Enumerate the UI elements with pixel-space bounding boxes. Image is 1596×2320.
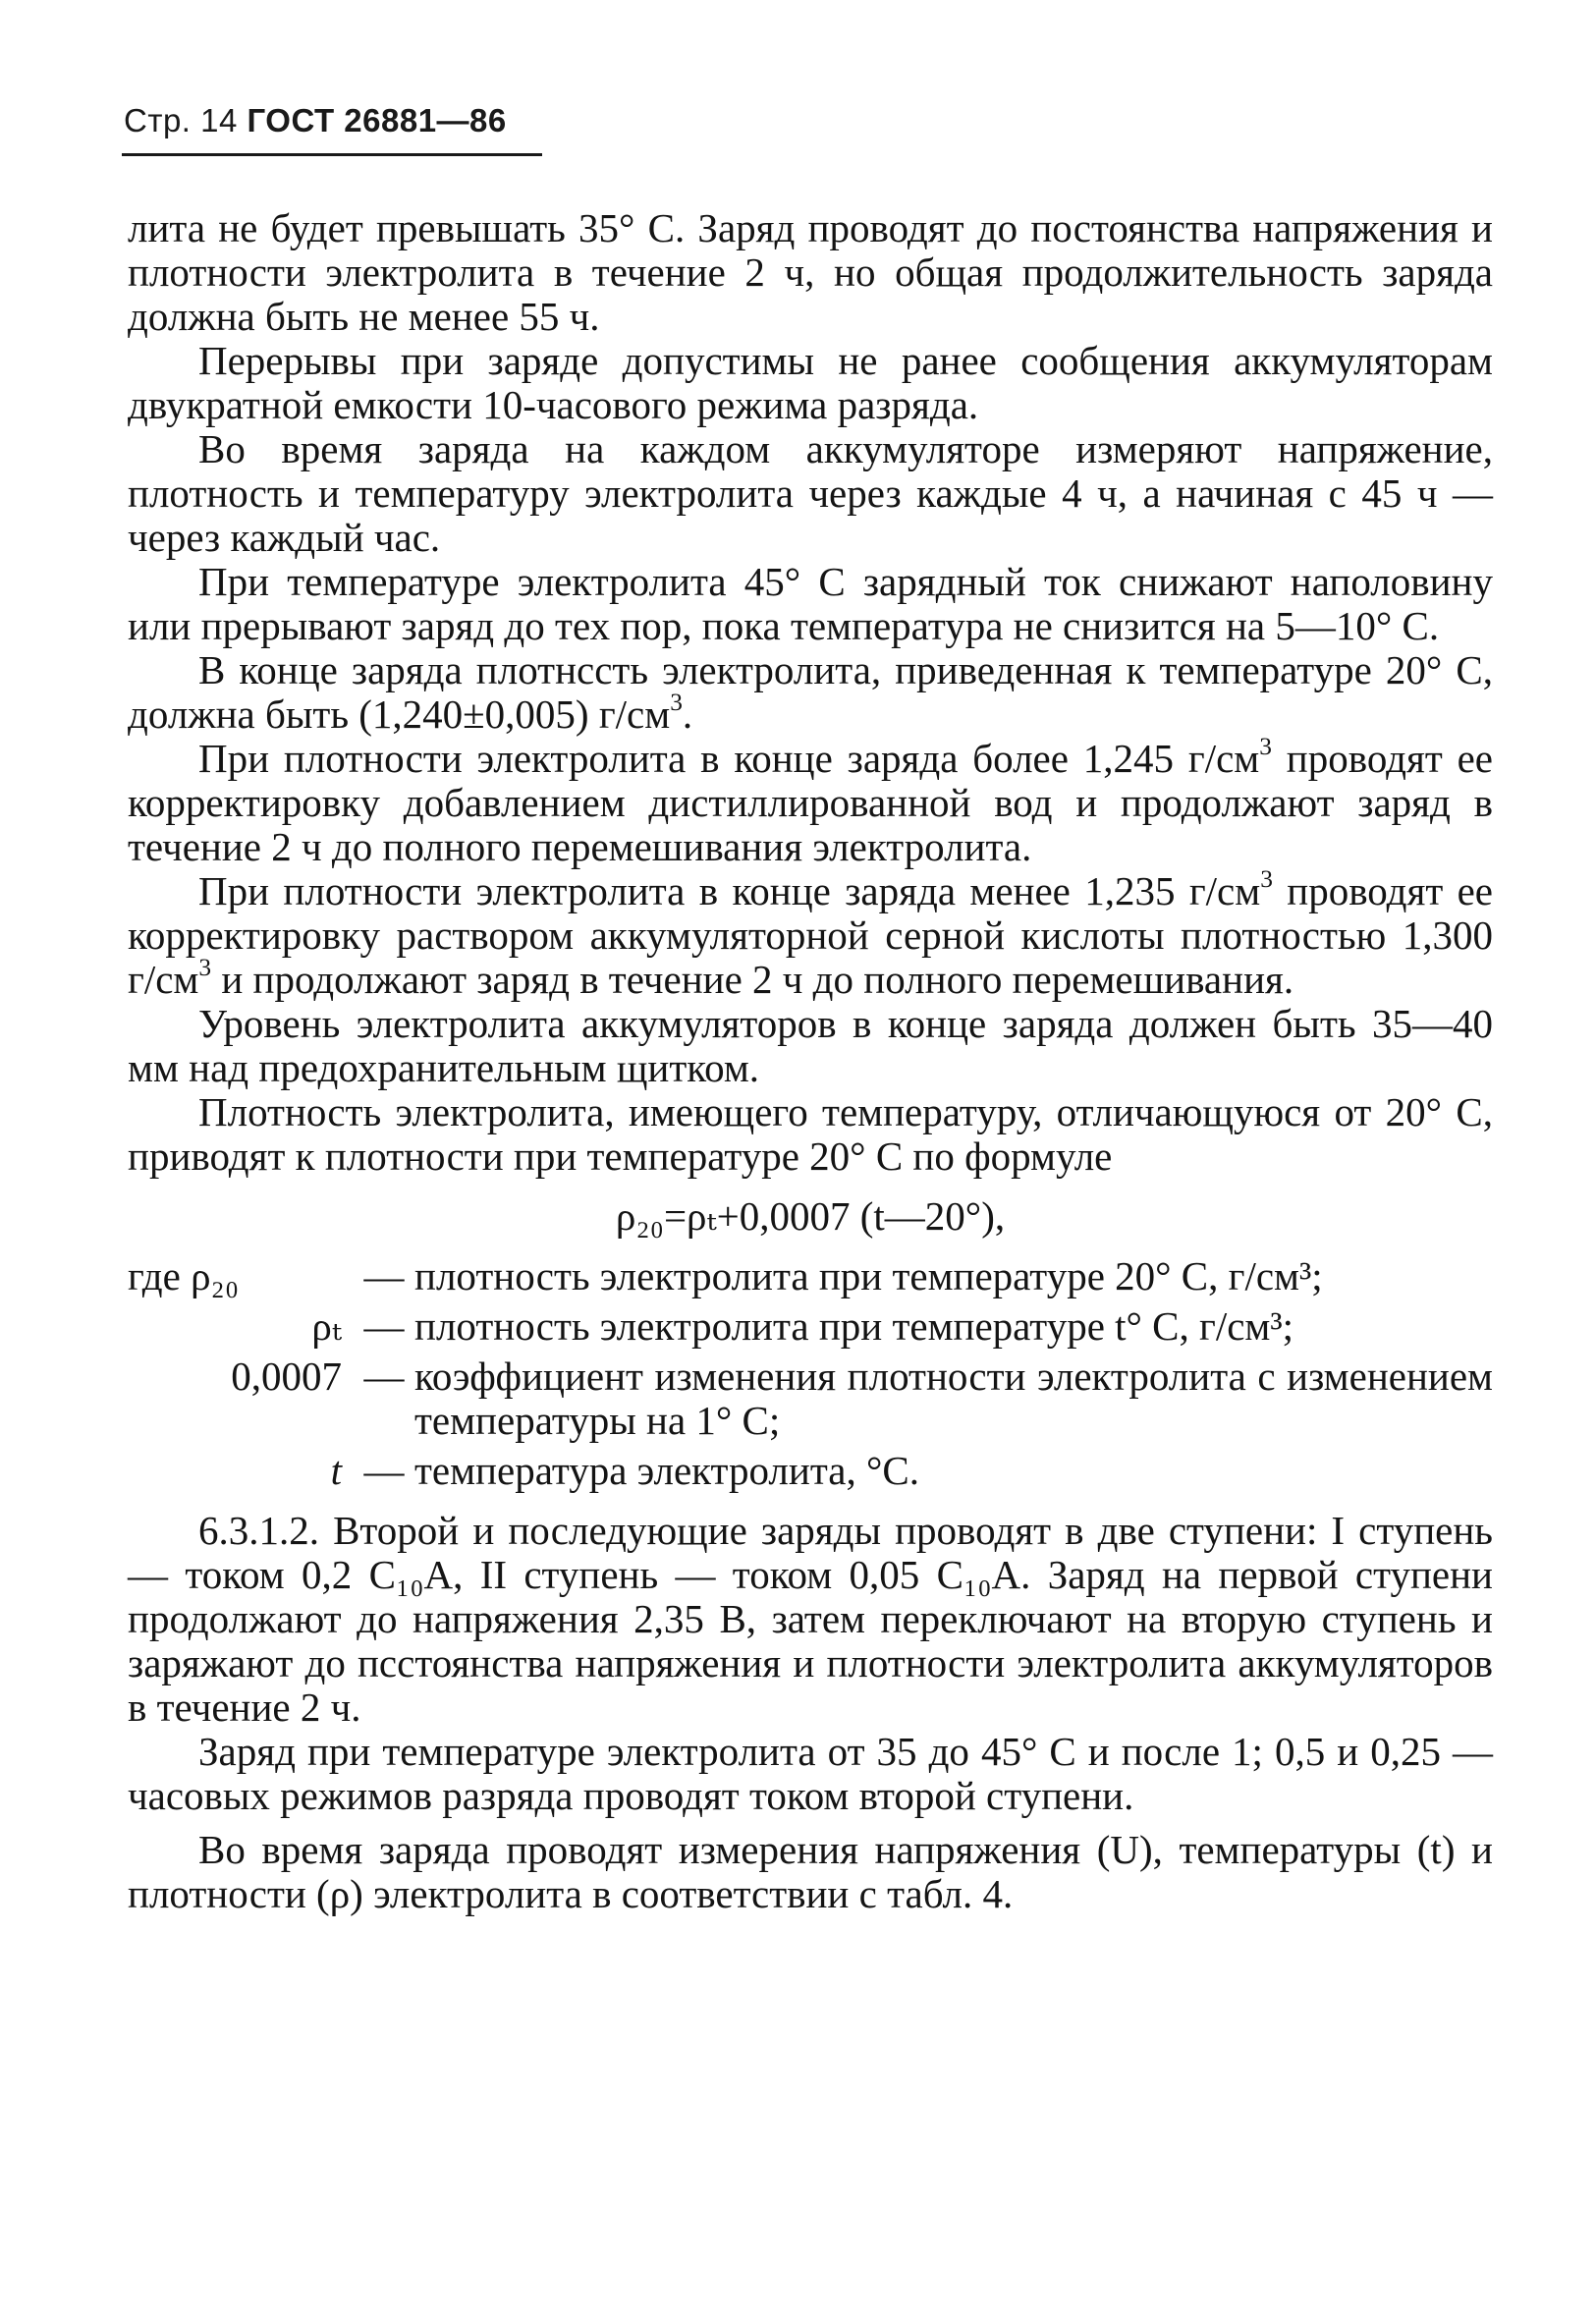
definition-symbol: 0,0007: [231, 1353, 342, 1399]
paragraph: Перерывы при заряде допустимы не ранее сообщения аккумуляторам двукратной емкости 10-часового режима разряда.: [128, 338, 1493, 427]
paragraph: [128, 732, 1494, 869]
paragraph: 6.3.1.2. Второй и последующие заряды проводят в две ступени: I ступень — током 0,2 C₁₀A, II ступень — током 0,05 C₁₀A. Заряд на первой ступени продолжают до напряжения 2,35 В, затем переключают на вторую ступень и заряжают до пcстоянства напряжения и плотности электролита аккумуляторов в течение 2 ч.: [128, 1508, 1493, 1730]
paragraph: [128, 648, 1493, 737]
definition-row: [128, 1304, 1493, 1349]
paragraph: лита не будет превышать 35° С. Заряд проводят до постоянства напряжения и плотности электролита в течение 2 ч, но общая продолжительность заряда должна быть не менее 55 ч.: [128, 205, 1493, 339]
definition-text: коэффициент изменения плотности электролита с изменением температуры на 1° С;: [414, 1353, 1493, 1443]
density-formula: ρ₂₀=ρₜ+0,0007 (t—20°),: [615, 1193, 1006, 1239]
definition-symbol: ρₜ: [311, 1303, 342, 1349]
paragraph-text: При плотности электролита в конце заряда менее 1,235 г/см: [198, 868, 1261, 913]
definition-dash: —: [363, 1353, 405, 1399]
superscript: 3: [1259, 732, 1272, 760]
superscript: 3: [1260, 864, 1273, 893]
definition-dash: —: [363, 1448, 405, 1493]
formula-definitions: [128, 1254, 1493, 1493]
paragraph: Уровень электролита аккумуляторов в конце заряда должен быть 35—40 мм над предохранительным щитком.: [128, 1001, 1493, 1090]
definition-dash: —: [363, 1303, 405, 1349]
definition-text: температура электролита, °С.: [414, 1448, 919, 1493]
page-header: [124, 102, 507, 139]
paragraph-text: проводят ее корректировку добавлением дистиллированной вод и продолжают заряд в течение 2 ч до полного перемешивания электролита.: [128, 736, 1494, 869]
paragraph: Заряд при температуре электролита от 35 до 45° С и после 1; 0,5 и 0,25 — часовых режимов разряда проводят током второй ступени.: [128, 1729, 1493, 1818]
definition-text: плотность электролита при температуре t° С, г/см³;: [414, 1303, 1294, 1349]
standard-id: ГОСТ 26881—86: [247, 102, 507, 138]
document-body: [128, 206, 1493, 1916]
definition-row: [128, 1354, 1493, 1443]
paragraph: При температуре электролита 45° С зарядный ток снижают наполовину или прерывают заряд до тех пор, пока температура не снизится на 5—10° С.: [128, 559, 1493, 648]
paragraph: Во время заряда проводят измерения напряжения (U), температуры (t) и плотности (ρ) электролита в соответствии с табл. 4.: [128, 1827, 1493, 1916]
paragraph: [128, 864, 1493, 1002]
definition-symbol: где ρ₂₀: [128, 1253, 240, 1298]
superscript: 3: [670, 688, 683, 716]
paragraph-text: проводят ее корректировку раствором аккумуляторной серной кислоты плотностью 1,300 г/см: [128, 868, 1493, 1002]
definition-row: [128, 1254, 1493, 1298]
paragraph-text: .: [682, 691, 693, 737]
paragraph: Плотность электролита, имеющего температуру, отличающуюся от 20° С, приводят к плотности при температуре 20° С по формуле: [128, 1089, 1493, 1179]
definition-dash: —: [363, 1253, 405, 1298]
page-number-label: Стр. 14: [124, 102, 238, 138]
header-rule: [122, 153, 542, 156]
paragraph-text: При плотности электролита в конце заряда более 1,245 г/см: [198, 736, 1260, 781]
definition-symbol: t: [330, 1448, 342, 1493]
superscript: 3: [198, 953, 212, 981]
paragraph-text: В конце заряда плотнсcть электролита, приведенная к температуре 20° С, должна быть (1,240±0,005) г/см: [128, 647, 1493, 737]
definition-text: плотность электролита при температуре 20° С, г/см³;: [414, 1253, 1323, 1298]
paragraph: Во время заряда на каждом аккумуляторе измеряют напряжение, плотность и температуру электролита через каждые 4 ч, а начиная с 45 ч — через каждый час.: [128, 426, 1493, 560]
paragraph-text: и продолжают заряд в течение 2 ч до полного перемешивания.: [211, 957, 1294, 1002]
definition-row: [128, 1449, 1493, 1493]
